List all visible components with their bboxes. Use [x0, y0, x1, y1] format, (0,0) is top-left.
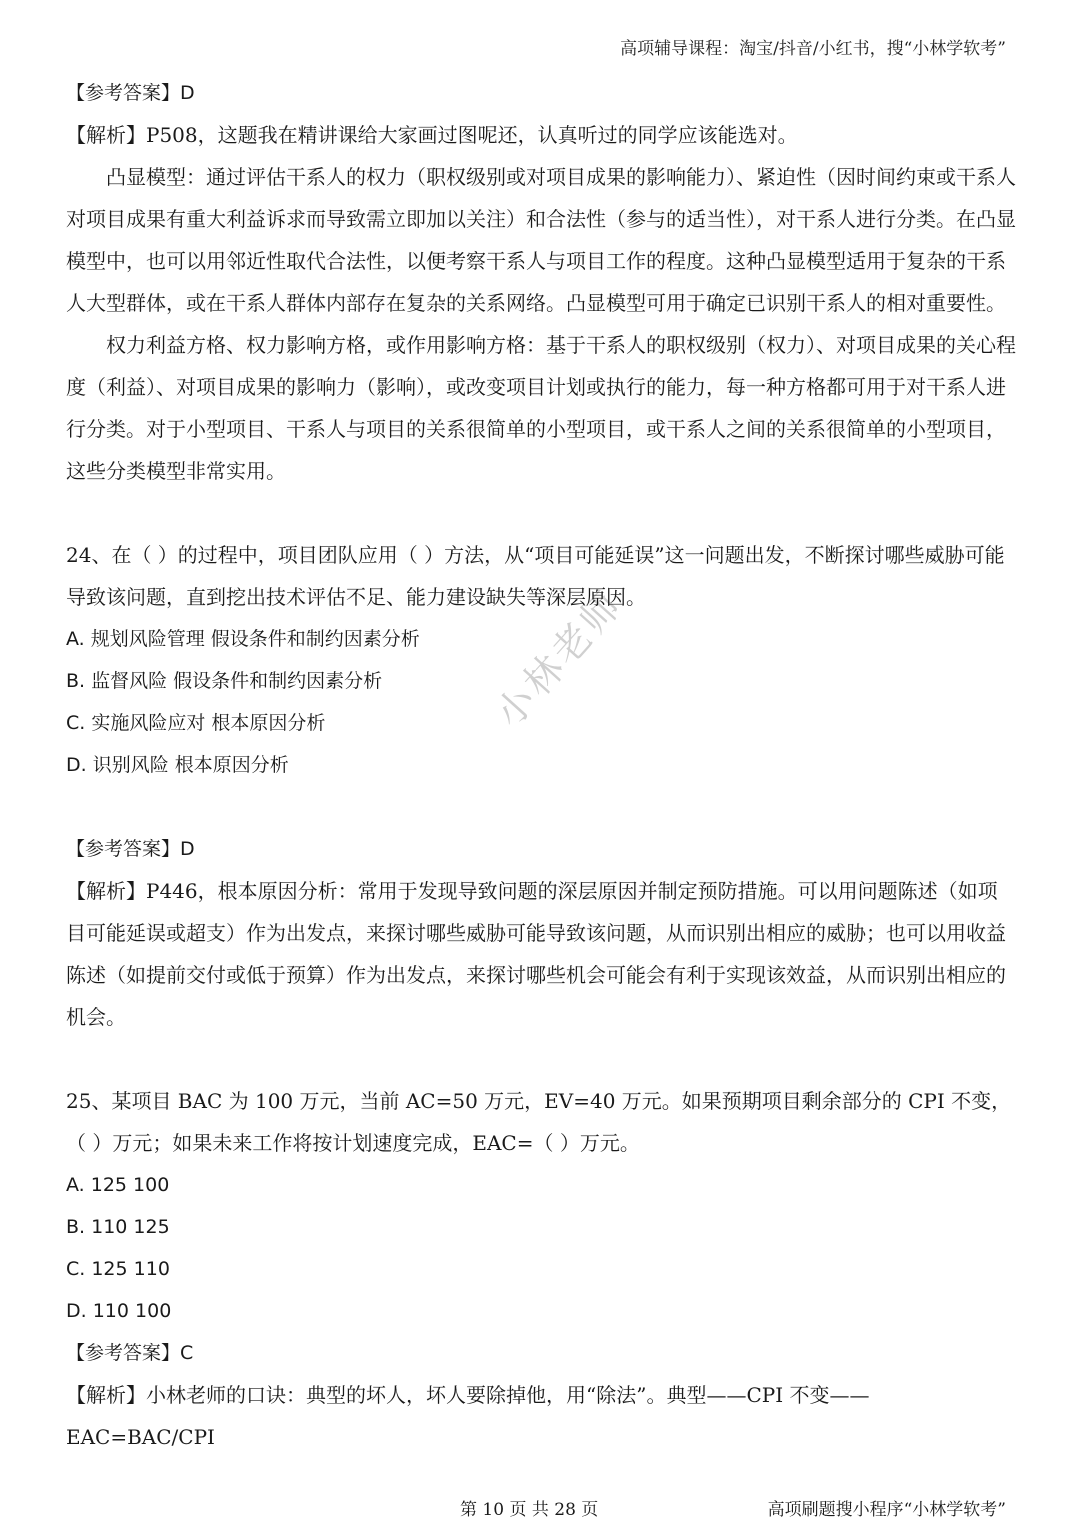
q24-option-b: B. 监督风险 假设条件和制约因素分析 — [66, 670, 383, 692]
q24-analysis: 【解析】P446，根本原因分析：常用于发现导致问题的深层原因并制定预防措施。可以用问题陈述（如项目可能延误或超支）作为出发点，来探讨哪些威胁可能导致该问题，从而识别出相应的威胁；也可以用收益陈述（如提前交付或低于预算）作为出发点，来探讨哪些机会可能会有利于实现该效益，从而识别出相应的机会。 — [66, 879, 1006, 1029]
q23-paragraph-1: 凸显模型：通过评估干系人的权力（职权级别或对项目成果的影响能力）、紧迫性（因时间约束或干系人对项目成果有重大利益诉求而导致需立即加以关注）和合法性（参与的适当性），对干系人进行分类。在凸显模型中，也可以用邻近性取代合法性，以便考察干系人与项目工作的程度。这种凸显模型适用于复杂的干系人大型群体，或在干系人群体内部存在复杂的关系网络。凸显模型可用于确定已识别干系人的相对重要性。 — [66, 165, 1016, 315]
q25-answer: 【参考答案】C — [66, 1342, 194, 1364]
q24-option-a: A. 规划风险管理 假设条件和制约因素分析 — [66, 628, 420, 650]
q25-option-b: B. 110 125 — [66, 1216, 170, 1238]
q23-answer: 【参考答案】D — [66, 82, 195, 104]
q25-option-a: A. 125 100 — [66, 1174, 170, 1196]
page-header: 高项辅导课程：淘宝/抖音/小红书，搜“小林学软考” — [620, 39, 1006, 59]
q24-option-c: C. 实施风险应对 根本原因分析 — [66, 712, 326, 734]
q24-option-d: D. 识别风险 根本原因分析 — [66, 754, 289, 776]
page-number: 第 10 页 共 28 页 — [460, 1500, 599, 1520]
watermark: 小林老师 — [486, 581, 632, 736]
q23-analysis: 【解析】P508，这题我在精讲课给大家画过图呢还，认真听过的同学应该能选对。 — [66, 123, 798, 147]
q25-analysis: 【解析】小林老师的口诀：典型的坏人，坏人要除掉他，用“除法”。典型——CPI 不变——EAC=BAC/CPI — [66, 1383, 870, 1449]
q25-question: 25、某项目 BAC 为 100 万元，当前 AC=50 万元，EV=40 万元。如果预期项目剩余部分的 CPI 不变，（ ）万元；如果未来工作将按计划速度完成，EAC=（ ）万元。 — [66, 1089, 1012, 1155]
q25-option-c: C. 125 110 — [66, 1258, 170, 1280]
q23-paragraph-2: 权力利益方格、权力影响方格，或作用影响方格：基于干系人的职权级别（权力）、对项目成果的关心程度（利益）、对项目成果的影响力（影响），或改变项目计划或执行的能力，每一种方格都可用于对干系人进行分类。对于小型项目、干系人与项目的关系很简单的小型项目，或干系人之间的关系很简单的小型项目，这些分类模型非常实用。 — [66, 333, 1016, 483]
q24-answer: 【参考答案】D — [66, 838, 195, 860]
footer-promo: 高项刷题搜小程序“小林学软考” — [767, 1500, 1006, 1520]
q24-question: 24、在（ ）的过程中，项目团队应用（ ）方法，从“项目可能延误”这一问题出发，不断探讨哪些威胁可能导致该问题，直到挖出技术评估不足、能力建设缺失等深层原因。 — [66, 543, 1005, 609]
document-body — [66, 72, 1016, 1458]
q25-option-d: D. 110 100 — [66, 1300, 172, 1322]
